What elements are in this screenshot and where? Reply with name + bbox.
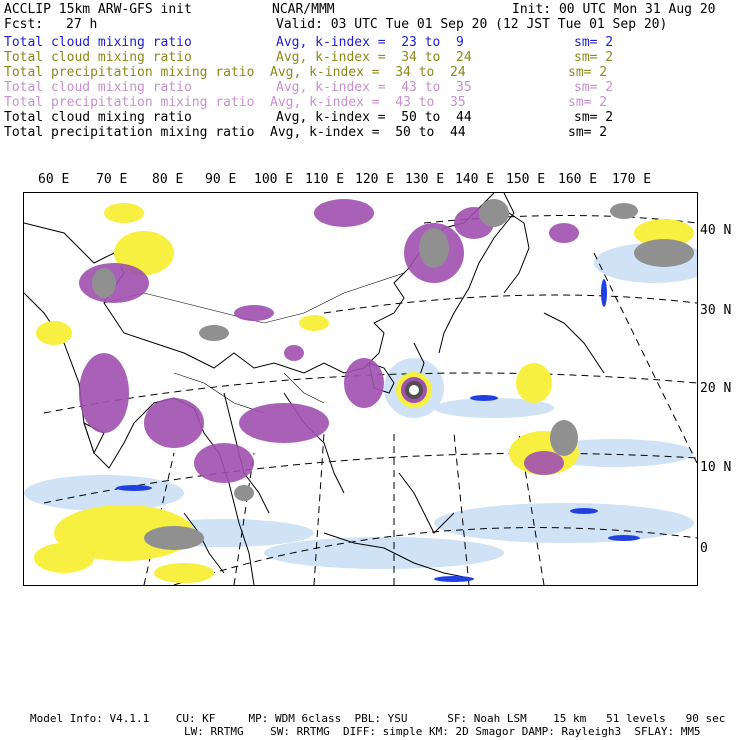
legend-smoothing: sm= 2 — [574, 35, 614, 50]
legend-field: Total cloud mixing ratio — [4, 80, 192, 95]
lon-label: 60 E — [38, 172, 70, 187]
forecast-label: Fcst: — [4, 17, 44, 32]
lon-label: 130 E — [405, 172, 445, 187]
legend-field: Total cloud mixing ratio — [4, 50, 192, 65]
lon-label: 120 E — [355, 172, 395, 187]
lat-label: 0 — [700, 541, 708, 556]
lon-label: 150 E — [506, 172, 546, 187]
map-panel — [23, 192, 698, 586]
legend-desc: Avg, k-index = 50 to 44 — [276, 110, 472, 125]
legend-desc: Avg, k-index = 34 to 24 — [270, 65, 466, 80]
legend-field: Total precipitation mixing ratio — [4, 95, 255, 110]
lon-label: 90 E — [205, 172, 237, 187]
lon-label: 70 E — [96, 172, 128, 187]
lat-label: 40 N — [700, 223, 732, 238]
lon-label: 160 E — [558, 172, 598, 187]
lat-label: 30 N — [700, 303, 732, 318]
model-info: Model Info: V4.1.1 CU: KF MP: WDM 6class PBL: YSU SF: Noah LSM 15 km 51 levels 90 sec — [30, 712, 726, 725]
lon-label: 140 E — [455, 172, 495, 187]
legend-field: Total cloud mixing ratio — [4, 110, 192, 125]
init-time: Init: 00 UTC Mon 31 Aug 20 — [512, 2, 716, 17]
legend-desc: Avg, k-index = 23 to 9 — [276, 35, 464, 50]
lon-label: 80 E — [152, 172, 184, 187]
legend-field: Total precipitation mixing ratio — [4, 65, 255, 80]
valid-time: Valid: 03 UTC Tue 01 Sep 20 (12 JST Tue 01 Sep 20) — [276, 17, 668, 32]
legend-desc: Avg, k-index = 34 to 24 — [276, 50, 472, 65]
lon-label: 110 E — [305, 172, 345, 187]
legend-smoothing: sm= 2 — [574, 50, 614, 65]
lon-label: 170 E — [612, 172, 652, 187]
legend-smoothing: sm= 2 — [568, 125, 608, 140]
legend-desc: Avg, k-index = 50 to 44 — [270, 125, 466, 140]
legend-smoothing: sm= 2 — [568, 95, 608, 110]
legend-field: Total precipitation mixing ratio — [4, 125, 255, 140]
legend-desc: Avg, k-index = 43 to 35 — [270, 95, 466, 110]
typhoon-vortex — [396, 372, 432, 408]
center-label: NCAR/MMM — [272, 2, 335, 17]
legend-field: Total cloud mixing ratio — [4, 35, 192, 50]
lat-label: 20 N — [700, 381, 732, 396]
lon-label: 100 E — [254, 172, 294, 187]
lat-label: 10 N — [700, 460, 732, 475]
legend-smoothing: sm= 2 — [568, 65, 608, 80]
legend-desc: Avg, k-index = 43 to 35 — [276, 80, 472, 95]
forecast-hours: 27 h — [66, 17, 98, 32]
legend-smoothing: sm= 2 — [574, 110, 614, 125]
model-title: ACCLIP 15km ARW-GFS init — [4, 2, 192, 17]
legend-smoothing: sm= 2 — [574, 80, 614, 95]
map-canvas — [24, 193, 697, 585]
model-physics-info: LW: RRTMG SW: RRTMG DIFF: simple KM: 2D Smagor DAMP: Rayleigh3 SFLAY: MM5 — [184, 725, 701, 738]
